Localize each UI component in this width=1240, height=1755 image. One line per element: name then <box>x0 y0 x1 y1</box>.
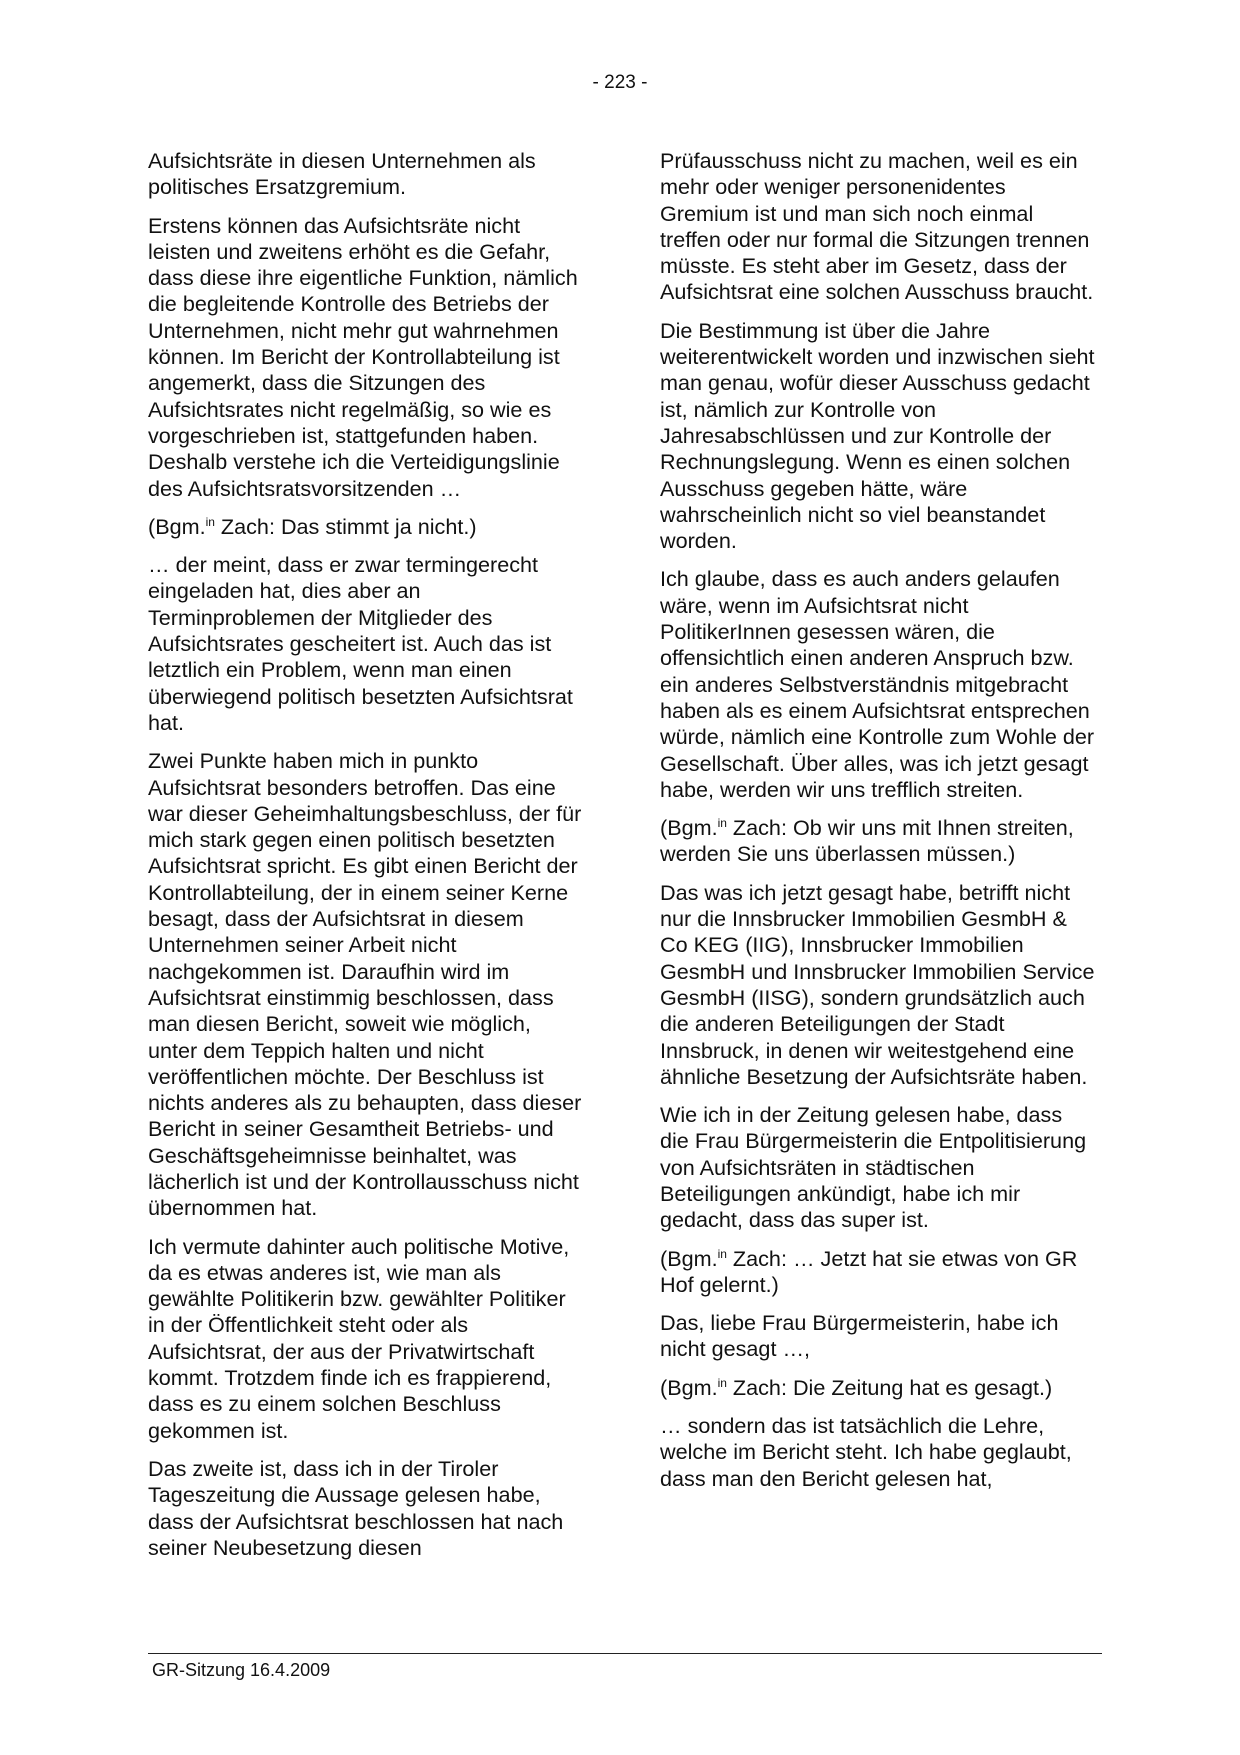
interjection-speaker: (Bgm. <box>148 513 206 539</box>
interjection-superscript: in <box>717 816 727 831</box>
paragraph: Das was ich jetzt gesagt habe, betrifft nicht nur die Innsbrucker Immobilien GesmbH & Co KEG (IIG), Innsbrucker Immobilien GesmbH und Innsbrucker Immobilien Service GesmbH (IISG), sondern grundsätzlich auch die anderen Beteiligungen der Stadt Innsbruck, in denen wir weitestgehend eine ähnliche Besetzung der Aufsichtsräte haben. <box>660 879 1095 1089</box>
footer-text: GR-Sitzung 16.4.2009 <box>152 1660 331 1680</box>
interjection <box>660 815 1096 868</box>
interjection <box>148 514 584 540</box>
paragraph: Das, liebe Frau Bürgermeisterin, habe ich nicht gesagt …, <box>660 1310 1059 1362</box>
paragraph: … der meint, dass er zwar termingerecht eingeladen hat, dies aber an Terminproblemen der Mitglieder des Aufsichtsrates gescheitert ist. Auch das ist letztlich ein Problem, wenn man einen überwiegend politisch besetzten Aufsichtsrat hat. <box>148 552 573 735</box>
left-column <box>148 148 584 1573</box>
interjection-text: Zach: … Jetzt hat sie etwas von GR Hof gelernt.) <box>660 1245 1078 1297</box>
paragraph: Ich vermute dahinter auch politische Motive, da es etwas anderes ist, wie man als gewählte Politikerin bzw. gewählter Politiker in der Öffentlichkeit steht oder als Aufsichtsrat, der aus der Privatwirtschaft kommt. Trotzdem finde ich es frappierend, dass es zu einem solchen Beschluss gekommen ist. <box>148 1233 570 1443</box>
interjection-speaker: (Bgm. <box>660 815 718 841</box>
interjection-text: Zach: Ob wir uns mit Ihnen streiten, werden Sie uns überlassen müssen.) <box>660 815 1074 867</box>
page-number: - 223 - <box>592 72 648 93</box>
interjection <box>660 1375 1096 1401</box>
interjection <box>660 1246 1096 1299</box>
paragraph: Wie ich in der Zeitung gelesen habe, dass die Frau Bürgermeisterin die Entpolitisierung von Aufsichtsräten in städtischen Beteiligungen ankündigt, habe ich mir gedacht, dass das super ist. <box>660 1102 1087 1233</box>
footer-divider <box>148 1653 1102 1654</box>
paragraph: … sondern das ist tatsächlich die Lehre, welche im Bericht steht. Ich habe geglaubt, dass man den Bericht gelesen hat, <box>660 1413 1072 1491</box>
interjection-speaker: (Bgm. <box>660 1374 718 1400</box>
paragraph: Prüfausschuss nicht zu machen, weil es ein mehr oder weniger personenidentes Gremium ist und man sich noch einmal treffen oder nur formal die Sitzungen trennen müsste. Es steht aber im Gesetz, dass der Aufsichtsrat eine solchen Ausschuss braucht. <box>660 148 1094 305</box>
interjection-text: Zach: Das stimmt ja nicht.) <box>214 513 477 539</box>
paragraph: Das zweite ist, dass ich in der Tiroler Tageszeitung die Aussage gelesen habe, dass der Aufsichtsrat beschlossen hat nach seiner Neubesetzung diesen <box>148 1455 564 1560</box>
interjection-superscript: in <box>717 1375 727 1390</box>
interjection-speaker: (Bgm. <box>660 1245 718 1271</box>
right-column <box>660 148 1096 1504</box>
interjection-superscript: in <box>205 514 215 529</box>
paragraph: Zwei Punkte haben mich in punkto Aufsichtsrat besonders betroffen. Das eine war dieser Geheimhaltungsbeschluss, der für mich stark gegen einen politisch besetzten Aufsichtsrat spricht. Es gibt einen Bericht der Kontrollabteilung, der in einem seiner Kerne besagt, dass der Aufsichtsrat in diesem Unternehmen seiner Arbeit nicht nachgekommen ist. Daraufhin wird im Aufsichtsrat einstimmig beschlossen, dass man diesen Bericht, soweit wie möglich, unter dem Teppich halten und nicht veröffentlichen möchte. Der Beschluss ist nichts anderes als zu behaupten, dass dieser Bericht in seiner Gesamtheit Betriebs- und Geschäftsgeheimnisse beinhaltet, was lächerlich ist und der Kontrollausschuss nicht übernommen hat. <box>148 748 582 1221</box>
interjection-superscript: in <box>717 1246 727 1261</box>
paragraph: Die Bestimmung ist über die Jahre weiterentwickelt worden und inzwischen sieht man genau, wofür dieser Ausschuss gedacht ist, nämlich zur Kontrolle von Jahresabschlüssen und zur Kontrolle der Rechnungslegung. Wenn es einen solchen Ausschuss gegeben hätte, wäre wahrscheinlich nicht so viel beanstandet worden. <box>660 317 1095 554</box>
paragraph: Aufsichtsräte in diesen Unternehmen als politisches Ersatzgremium. <box>148 148 536 200</box>
paragraph: Erstens können das Aufsichtsräte nicht leisten und zweitens erhöht es die Gefahr, dass diese ihre eigentliche Funktion, nämlich die begleitende Kontrolle des Betriebs der Unternehmen, nicht mehr gut wahrnehmen können. Im Bericht der Kontrollabteilung ist angemerkt, dass die Sitzungen des Aufsichtsrates nicht regelmäßig, so wie es vorgeschrieben ist, stattgefunden haben. Deshalb verstehe ich die Verteidigungslinie des Aufsichtsratsvorsitzenden … <box>148 212 578 501</box>
interjection-text: Zach: Die Zeitung hat es gesagt.) <box>726 1374 1053 1400</box>
paragraph: Ich glaube, dass es auch anders gelaufen wäre, wenn im Aufsichtsrat nicht PolitikerInnen gesessen wären, die offensichtlich einen anderen Anspruch bzw. ein anderes Selbstverständnis mitgebracht haben als es einem Aufsichtsrat entsprechen würde, nämlich eine Kontrolle zum Wohle der Gesellschaft. Über alles, was ich jetzt gesagt habe, werden wir uns trefflich streiten. <box>660 566 1095 802</box>
